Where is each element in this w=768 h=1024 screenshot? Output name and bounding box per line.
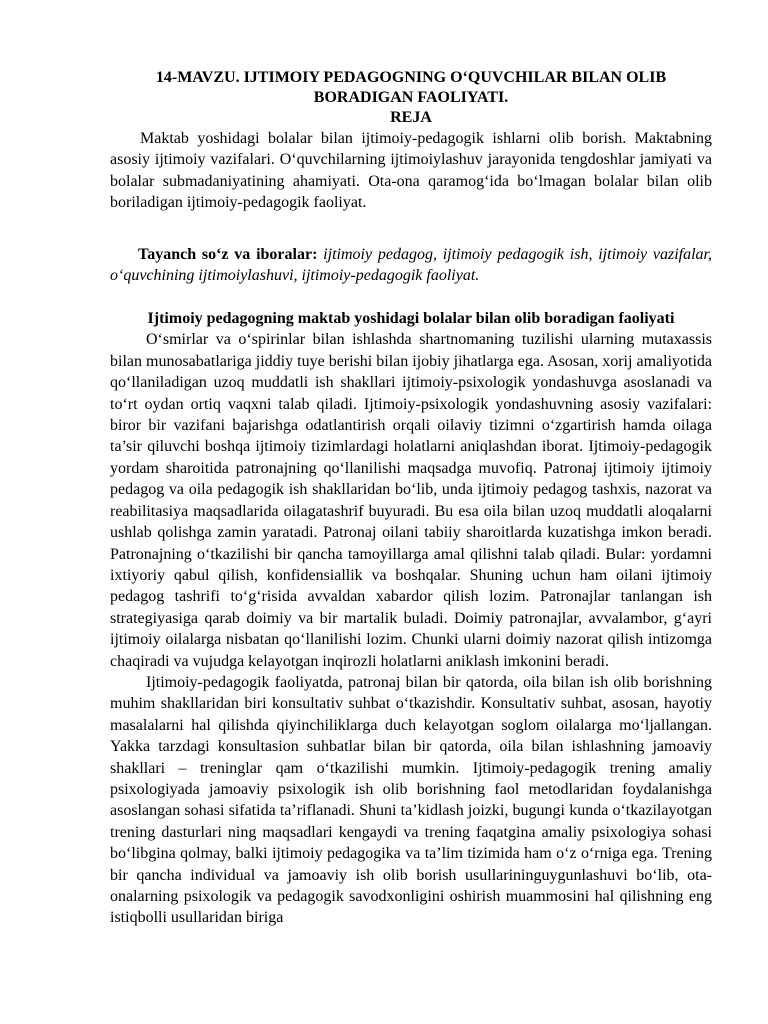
body-paragraph-1: O‘smirlar va o‘spirinlar bilan ishlashda shartnomaning tuzilishi ularning mutaxassis bilan munosabatlariga jiddiy tuye berishi bilan ijobiy jihatlarga ega. Asosan, xorij amaliyotida qo‘llaniladigan uzoq muddatli ish shakllari ijtimoiy-psixologik yondashuvga asoslanadi va to‘rt oydan ortiq vaqxni talab qiladi. Ijtimoiy-psixologik yondashuvning asosiy vazifalari: biror bir vazifani bajarishga odatlantirish orqali oilaviy tizimni o‘zgartirish hamda oilaga ta’sir qiluvchi boshqa ijtimoiy tizimlardagi holatlarni aniqlashdan iborat. Ijtimoiy-pedagogik yordam sharoitida patronajning qo‘llanilishi maqsadga muvofiq. Patronaj ijtimoiy ijtimoiy pedagog va oila pedagogik ish shakllaridan bo‘lib, unda ijtimoiy pedagog tashxis, nazorat va reabilitasiya maqsadlarida oilagatashrif buyuradi. Bu esa oila bilan uzoq muddatli aloqalarni ushlab qolishga zamin yaratadi. Patronaj oilani tabiiy sharoitlarda kuzatishga imkon beradi. Patronajning o‘tkazilishi bir qancha tamoyillarga amal qilishni talab qiladi. Bular: yordamni ixtiyoriy qabul qilish, konfidensiallik va boshqalar. Shuning uchun ham oilani ijtimoiy pedagog tashrifi to‘g‘risida avvaldan xabardor qilish lozim. Patronajlar tanlangan ish strategiyasiga qarab doimiy va bir martalik buladi. Doimiy patronajlar, avvalambor, g‘ayri ijtimoiy oilalarga nisbatan qo‘llanilishi lozim. Chunki ularni doimiy nazorat qilish intizomga chaqiradi va vujudga kelayotgan inqirozli holatlarni aniklash imkonini beradi. (110, 331, 712, 670)
section-title: Ijtimoiy pedagogning maktab yoshidagi bolalar bilan olib boradigan faoliyati (147, 310, 675, 328)
body-text (110, 329, 712, 928)
keywords-paragraph (110, 244, 712, 287)
plan-heading: REJA (390, 109, 432, 126)
keywords-list: ijtimoiy pedagog, ijtimoiy pedagogik ish, ijtimoiy vazifalar, o‘quvchining ijtimoiylashuvi, ijtimoiy-pedagogik faoliyat. (110, 245, 713, 285)
body-paragraph-2: Ijtimoiy-pedagogik faoliyatda, patronaj bilan bir qatorda, oila bilan ish olib borishning muhim shakllaridan biri konsultativ suhbat o‘tkazishdir. Konsultativ suhbat, asosan, hayotiy masalalarni hal qilishda qiyinchiliklarga duch kelayotgan soglom oilalarga mo‘ljallangan. Yakka tarzdagi konsultasion suhbatlar bilan bir qatorda, oila bilan ishlashning jamoaviy shakllari – treninglar qam o‘tkazilishi mumkin. Ijtimoiy-pedagogik trening amaliy psixologiyada jamoaviy psixologik ish olib borishning faol metodlaridan foydalanishga asoslangan sohasi sifatida ta’riflanadi. Shuni ta’kidlash joizki, bugungi kunda o‘tkazilayotgan trening dasturlari ning maqsadlari kengaydi va trening faqatgina amaliy psixologiya sohasi bo‘libgina qolmay, balki ijtimoiy pedagogika va ta’lim tizimida ham o‘z o‘rniga ega. Trening bir qancha individual va jamoaviy ish olib borish usullarininguygunlashuvi bo‘lib, ota-onalarning psixologik va pedagogik savodxonligini oshirish muammosini hal qilishning eng istiqbolli usullaridan biriga (110, 673, 712, 927)
plan-paragraph: Maktab yoshidagi bolalar bilan ijtimoiy-pedagogik ishlarni olib borish. Maktabning asosiy ijtimoiy vazifalari. O‘quvchilarning ijtimoiylashuv jarayonida tengdoshlar jamiyati va bolalar submadaniyatining ahamiyati. Ota-ona qaramog‘ida bo‘lmagan bolalar bilan olib boriladigan ijtimoiy-pedagogik faoliyat. (110, 130, 712, 212)
document-title: 14-MAVZU. IJTIMOIY PEDAGOGNING O‘QUVCHILAR BILAN OLIB BORADIGAN FAOLIYATI. (155, 69, 667, 106)
keywords-label: Tayanch so‘z va iboralar: (138, 245, 318, 263)
